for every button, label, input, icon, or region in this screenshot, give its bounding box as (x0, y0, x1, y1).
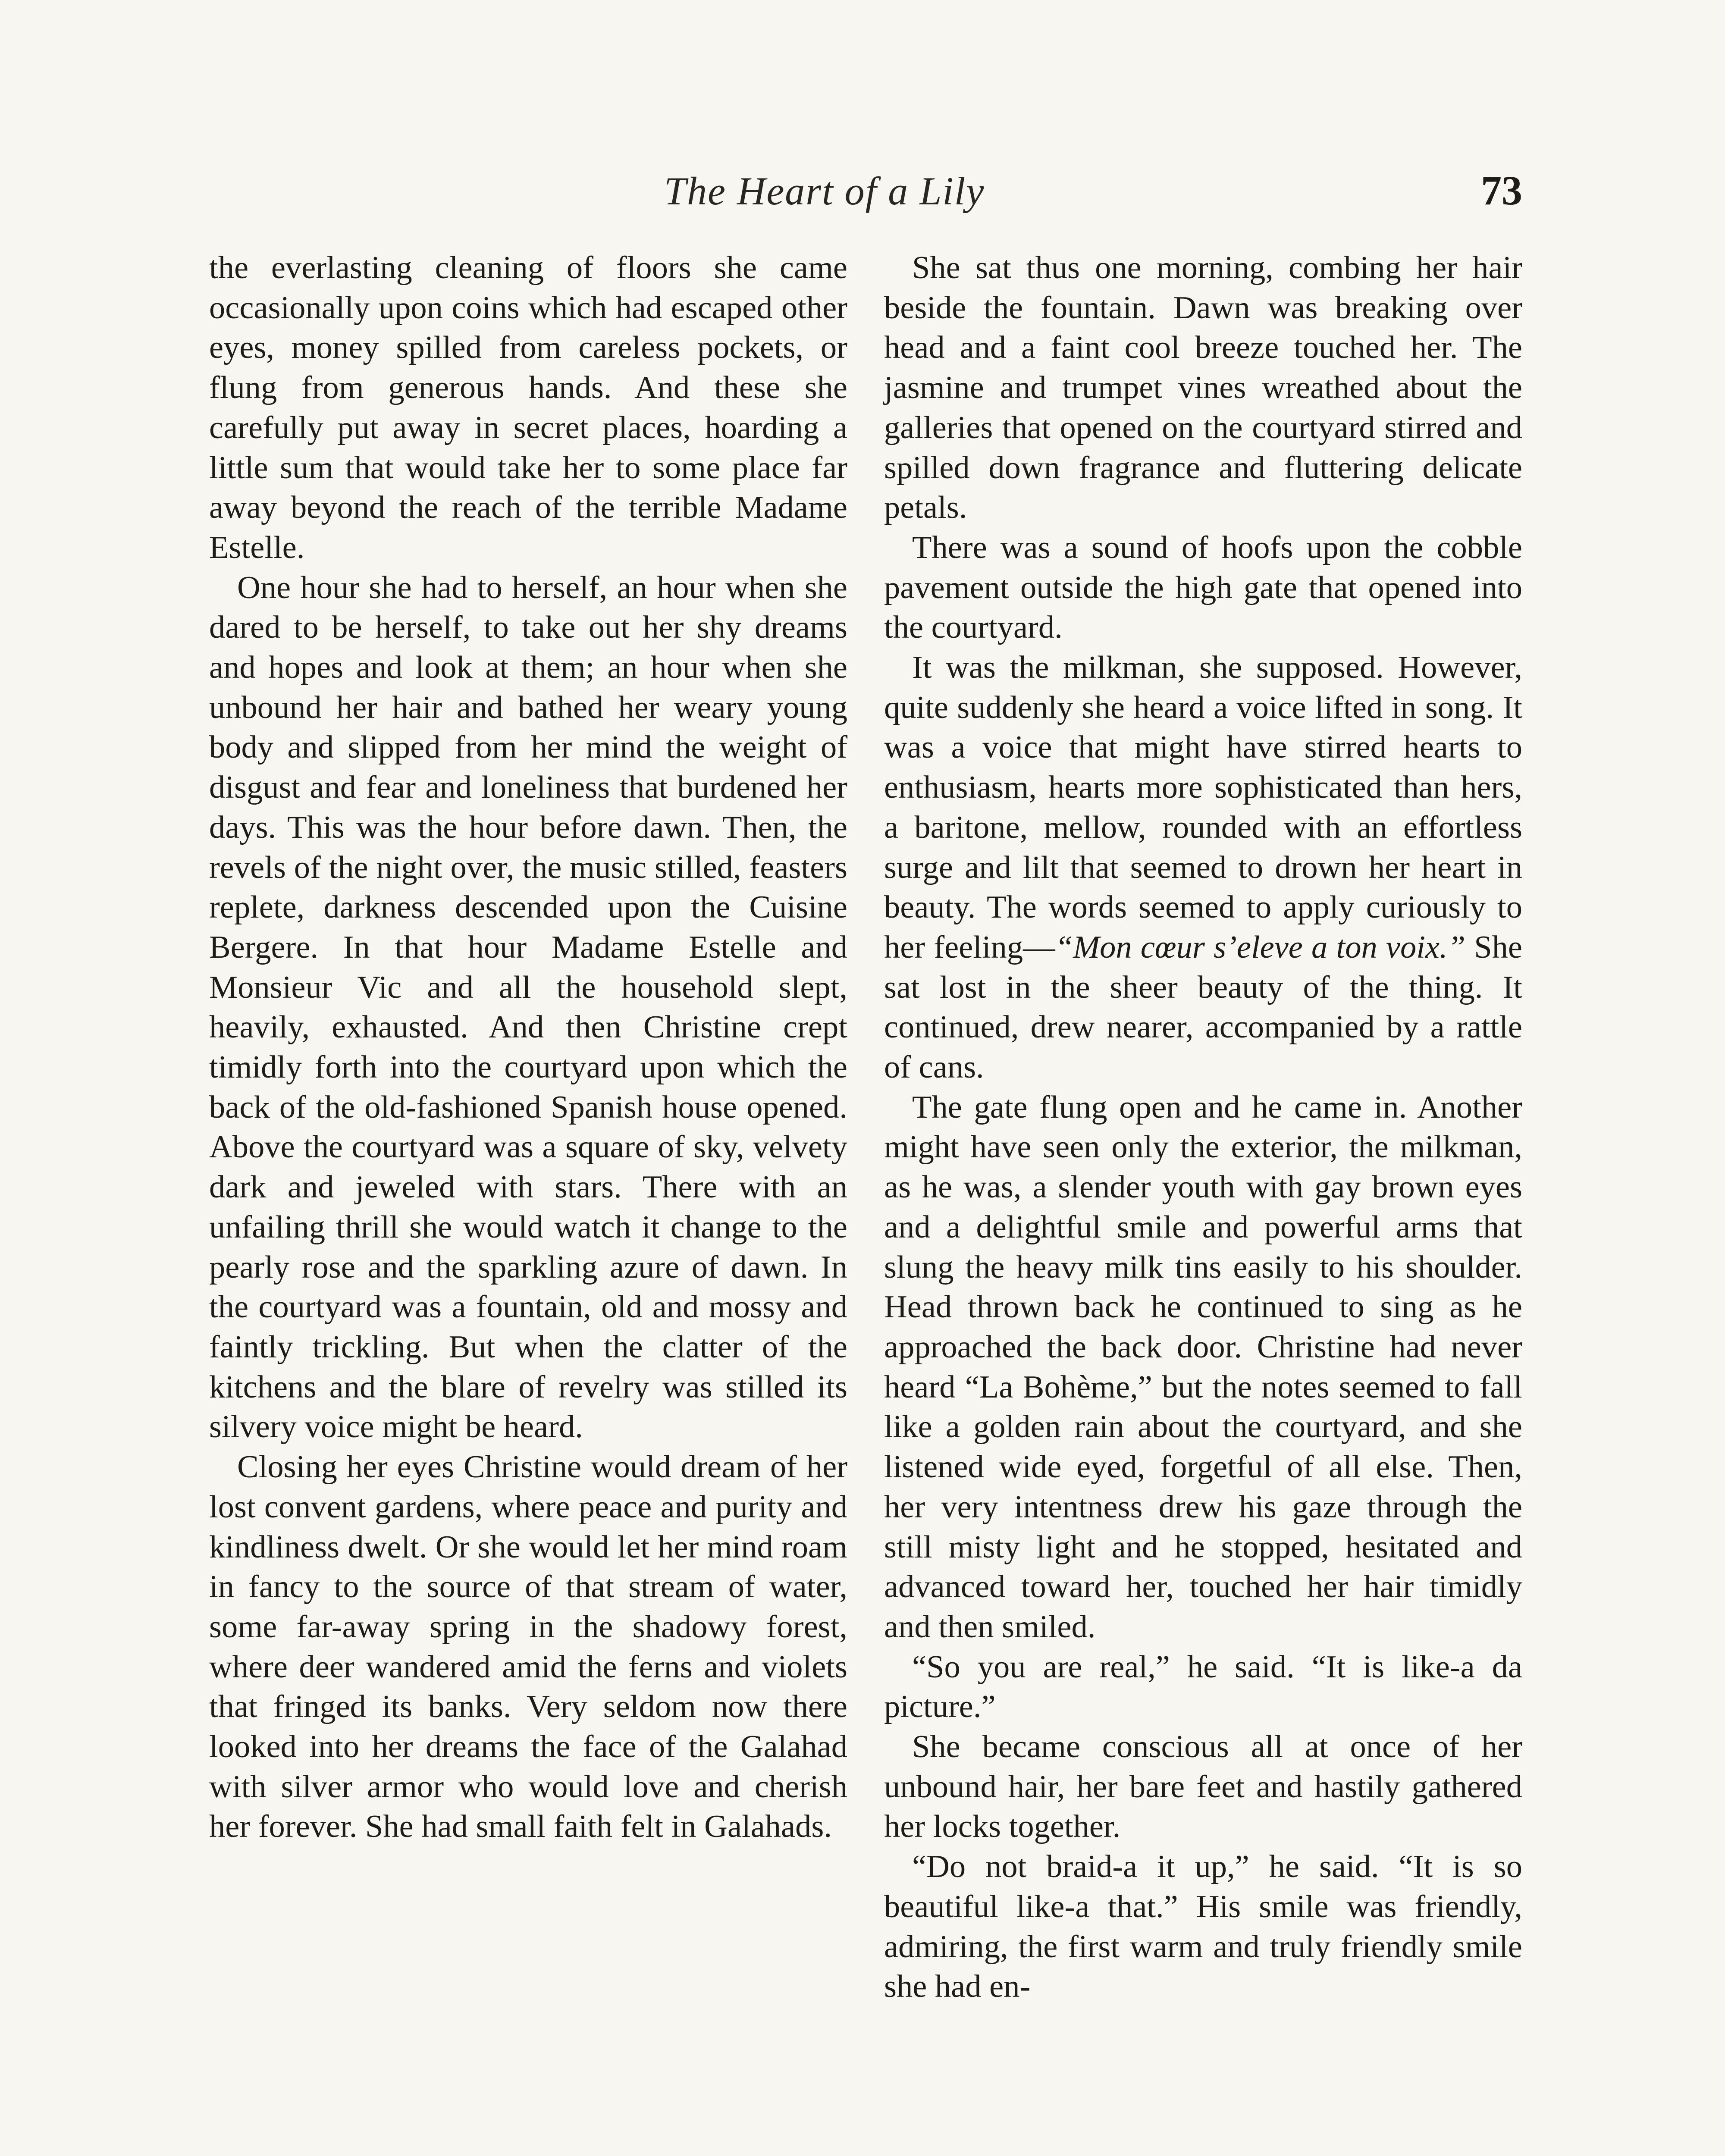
paragraph-text: She sat lost in the sheer beauty of the thing. It continued, drew nearer, accompanied by a rattle of cans. (884, 929, 1522, 1085)
page-number: 73 (1481, 167, 1522, 213)
paragraph: “Do not braid-a it up,” he said. “It is so beautiful like-a that.” His smile was friendly, admiring, the first warm and truly friendly smile she had en- (884, 1849, 1522, 2005)
song-lyric: “Mon cœur s’eleve a ton voix.” (1055, 929, 1466, 965)
left-column (209, 248, 847, 1847)
paragraph: “So you are real,” he said. “It is like-a da picture.” (884, 1649, 1522, 1725)
running-head (207, 168, 1522, 229)
paragraph: One hour she had to herself, an hour when she dared to be herself, to take out her shy dreams and hopes and look at them; an hour when she unbound her hair and bathed her weary young body and slipped from her mind the weight of disgust and fear and loneliness that burdened her days. This was the hour before dawn. Then, the revels of the night over, the music stilled, feasters replete, darkness descended upon the Cuisine Bergere. In that hour Madame Estelle and Monsieur Vic and all the household slept, heavily, exhausted. And then Christine crept timidly forth into the courtyard upon which the back of the old-fashioned Spanish house opened. Above the courtyard was a square of sky, velvety dark and jeweled with stars. There with an unfailing thrill she would watch it change to the pearly rose and the sparkling azure of dawn. In the courtyard was a fountain, old and mossy and faintly trickling. But when the clatter of the kitchens and the blare of revelry was stilled its silvery voice might be heard. (209, 570, 847, 1445)
paragraph: There was a sound of hoofs upon the cobble pavement outside the high gate that opened into the courtyard. (884, 530, 1522, 646)
paragraph: She became conscious all at once of her unbound hair, her bare feet and hastily gathered her locks together. (884, 1729, 1522, 1845)
right-column (884, 248, 1522, 2007)
paragraph-text: It was the milkman, she supposed. However, quite suddenly she heard a voice lifted in song. It was a voice that might have stirred hearts to enthusiasm, hearts more sophisticated than hers, a baritone, mellow, rounded with an effortless surge and lilt that seemed to drown her heart in beauty. The words seemed to apply curiously to her feeling— (884, 650, 1522, 965)
paragraph: Closing her eyes Christine would dream of her lost convent gardens, where peace and purity and kindliness dwelt. Or she would let her mind roam in fancy to the source of that stream of water, some far-away spring in the shadowy forest, where deer wandered amid the ferns and violets that fringed its banks. Very seldom now there looked into her dreams the face of the Galahad with silver armor who would love and cherish her forever. She had small faith felt in Galahads. (209, 1449, 847, 1845)
running-title: The Heart of a Lily (664, 169, 985, 213)
paragraph: She sat thus one morning, combing her hair beside the fountain. Dawn was breaking over head and a faint cool breeze touched her. The jasmine and trumpet vines wreathed about the galleries that opened on the courtyard stirred and spilled down fragrance and fluttering delicate petals. (884, 250, 1522, 526)
paragraph-with-song-lyric (884, 648, 1522, 1087)
paragraph: the everlasting cleaning of floors she came occasionally upon coins which had escaped other eyes, money spilled from careless pockets, or flung from generous hands. And these she carefully put away in secret places, hoarding a little sum that would take her to some place far away beyond the reach of the terrible Madame Estelle. (209, 250, 847, 565)
paragraph: The gate flung open and he came in. Another might have seen only the exterior, the milkman, as he was, a slender youth with gay brown eyes and a delightful smile and powerful arms that slung the heavy milk tins easily to his shoulder. Head thrown back he continued to sing as he approached the back door. Christine had never heard “La Bohème,” but the notes seemed to fall like a golden rain about the courtyard, and she listened wide eyed, forgetful of all else. Then, her very intentness drew his gaze through the still misty light and he stopped, hesitated and advanced toward her, touched her hair timidly and then smiled. (884, 1089, 1522, 1645)
